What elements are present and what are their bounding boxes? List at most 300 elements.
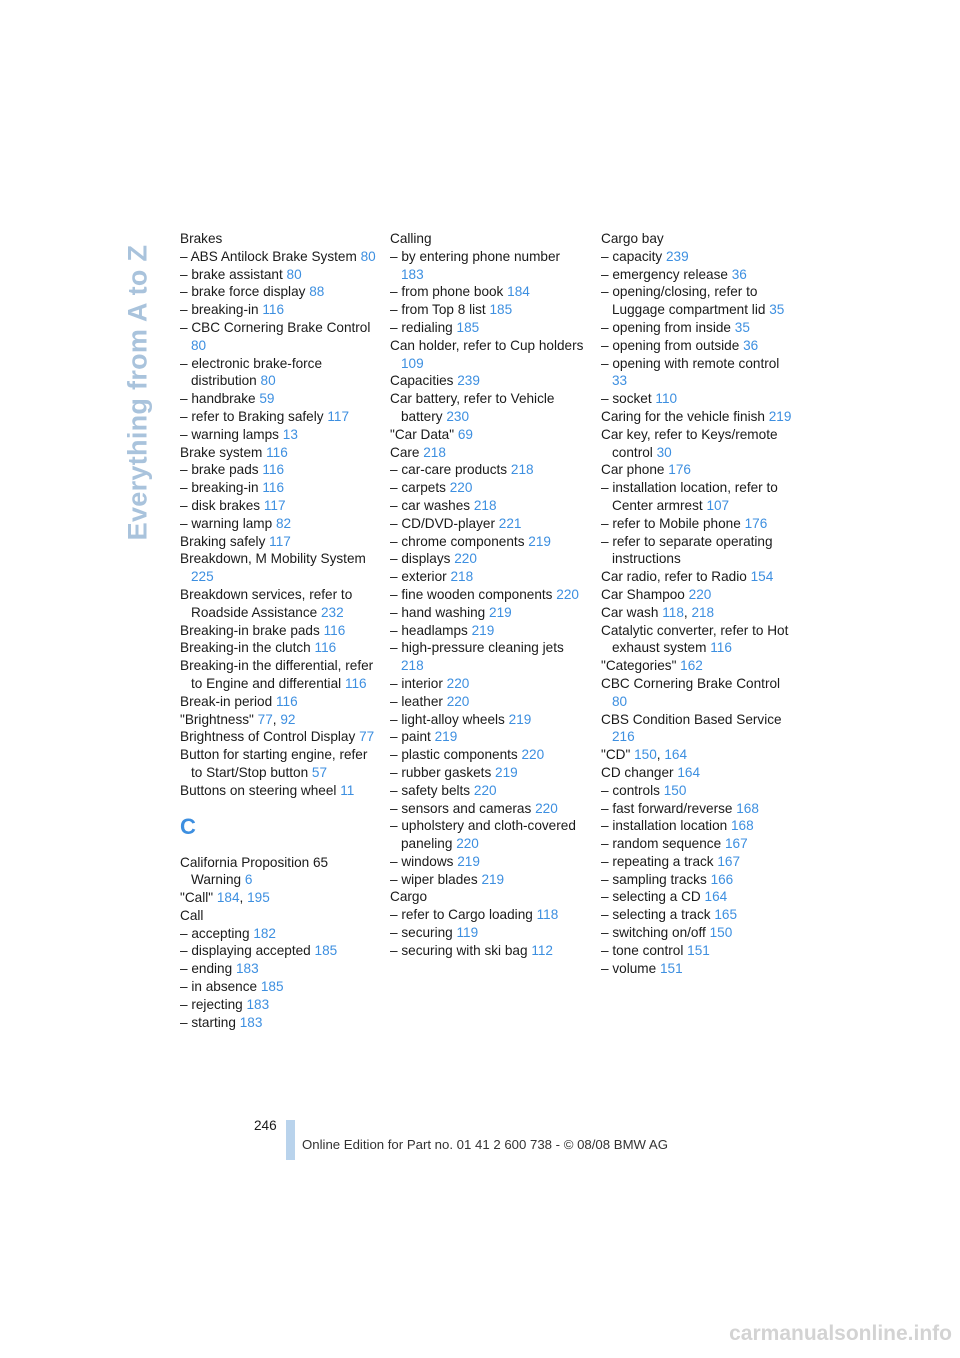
- page-reference-link[interactable]: 151: [687, 942, 710, 958]
- index-entry: [180, 533, 376, 551]
- index-entry-text: – controls: [601, 782, 660, 798]
- index-entry: [390, 906, 586, 924]
- index-entry: [390, 764, 586, 782]
- page-reference-link[interactable]: 164: [704, 889, 728, 905]
- page-reference-link[interactable]: 116: [314, 640, 337, 656]
- index-entry-text: – opening from inside: [601, 319, 731, 335]
- index-entry-text: – opening/closing, refer to Luggage compartment lid: [601, 284, 766, 318]
- index-entry: [601, 657, 797, 675]
- index-entry-text: Can holder, refer to Cup holders: [390, 337, 584, 353]
- index-entry-text: Breaking-in the differential, refer to Engine and differential: [180, 658, 374, 691]
- page-reference-link[interactable]: 116: [262, 302, 285, 318]
- page-reference-link[interactable]: 164: [664, 747, 688, 763]
- index-entry: [180, 319, 376, 355]
- index-entry-text: – displaying accepted: [180, 943, 311, 959]
- index-entry: [390, 817, 586, 853]
- index-entry: [180, 782, 376, 800]
- index-entry: [390, 390, 586, 426]
- index-entry-text: – opening from outside: [601, 337, 740, 353]
- page-reference-link[interactable]: 116: [262, 462, 285, 478]
- index-entry: [601, 800, 797, 818]
- index-entry: [180, 479, 376, 497]
- page-reference-link[interactable]: 218: [423, 444, 446, 460]
- page-reference-link[interactable]: 185: [456, 319, 480, 335]
- page-reference-link[interactable]: 219: [457, 853, 480, 869]
- page-reference-link[interactable]: 118: [536, 907, 559, 923]
- index-entry: [390, 372, 586, 390]
- page-reference-link[interactable]: 220: [446, 693, 470, 709]
- index-entry-text: – switching on/off: [601, 925, 706, 941]
- index-entry-text: "Car Data": [390, 426, 455, 442]
- index-entry: [390, 444, 586, 462]
- index-entry: [180, 355, 376, 391]
- page-reference-link[interactable]: 80: [286, 266, 302, 282]
- index-entry-text: – opening with remote control: [601, 355, 780, 371]
- index-entry-text: Breakdown, M Mobility System: [180, 551, 366, 567]
- index-entry-text: Capacities: [390, 373, 454, 389]
- index-entry-text: – installation location: [601, 818, 728, 834]
- index-entry: [601, 622, 797, 658]
- page-reference-link[interactable]: 168: [736, 800, 759, 816]
- page-reference-link[interactable]: 167: [717, 853, 741, 869]
- page-reference-link[interactable]: 80: [191, 337, 207, 353]
- page-reference-link[interactable]: 117: [269, 533, 291, 549]
- page-reference-link[interactable]: 116: [710, 640, 732, 656]
- index-entry: [601, 586, 797, 604]
- index-entry: [601, 515, 797, 533]
- index-entry-text: – rejecting: [180, 996, 243, 1012]
- index-entry: [390, 550, 586, 568]
- index-entry-text: "Call": [180, 890, 214, 906]
- index-entry-text: – wiper blades: [390, 871, 478, 887]
- index-entry: [601, 266, 797, 284]
- index-entry: [601, 337, 797, 355]
- index-entry-text: – high-pressure cleaning jets: [390, 640, 564, 656]
- page-reference-link[interactable]: 220: [688, 586, 712, 602]
- page-reference-link[interactable]: 150: [709, 925, 733, 941]
- page-reference-link[interactable]: 185: [489, 302, 513, 318]
- page-reference-link[interactable]: 36: [743, 337, 759, 353]
- index-entry: [601, 568, 797, 586]
- index-entry-text: – hand washing: [390, 604, 486, 620]
- index-entry: [390, 497, 586, 515]
- index-entry-text: Breakdown services, refer to Roadside Assistance: [180, 586, 353, 620]
- index-entry: [601, 924, 797, 942]
- page-reference-link[interactable]: 30: [656, 444, 672, 460]
- index-entry: [601, 711, 797, 747]
- index-entry: [601, 782, 797, 800]
- index-entry: [390, 871, 586, 889]
- page-reference-link[interactable]: 167: [724, 836, 748, 852]
- page-reference-link[interactable]: 116: [275, 693, 298, 709]
- page-reference-link[interactable]: 219: [495, 764, 518, 780]
- index-entry-text: CBC Cornering Brake Control: [601, 675, 781, 691]
- watermark: carmanualsonline.info: [729, 1322, 952, 1345]
- index-entry-text: – socket: [601, 391, 652, 407]
- index-entry-text: Car battery, refer to Vehicle battery: [390, 391, 555, 424]
- page-reference-link[interactable]: 112: [531, 942, 553, 958]
- index-entry: [390, 622, 586, 640]
- page-reference-link[interactable]: 219: [489, 604, 512, 620]
- index-entry-text: – carpets: [390, 480, 446, 496]
- index-entry-text: – paint: [390, 729, 431, 745]
- index-entry: [601, 871, 797, 889]
- index-entry: [601, 675, 797, 711]
- page-reference-link[interactable]: 216: [612, 729, 635, 745]
- index-entry: [390, 586, 586, 604]
- index-entry-text: Cargo bay: [601, 231, 664, 246]
- footer-bar: [286, 1120, 295, 1160]
- index-entry: [601, 764, 797, 782]
- page-reference-link[interactable]: 69: [457, 426, 473, 442]
- page-reference-link[interactable]: 232: [320, 604, 344, 620]
- index-entry-text: Braking safely: [180, 533, 266, 549]
- page-reference-link[interactable]: 33: [612, 373, 628, 389]
- index-entry: [180, 657, 376, 693]
- page-reference-link[interactable]: 109: [401, 355, 424, 371]
- index-entry: [180, 230, 376, 248]
- index-column-1: [180, 230, 376, 1031]
- page-reference-link[interactable]: 6: [244, 872, 253, 888]
- index-entry: [390, 782, 586, 800]
- index-entry: [180, 693, 376, 711]
- index-entry: [601, 942, 797, 960]
- index-entry: "Brightness" 77, 92: [180, 711, 296, 727]
- page-reference-link[interactable]: 220: [473, 782, 497, 798]
- index-entry: [180, 622, 376, 640]
- section-letter: C: [180, 813, 196, 839]
- index-entry-text: – handbrake: [180, 391, 256, 407]
- index-entry: [180, 746, 376, 782]
- index-entry: [180, 996, 376, 1014]
- page-reference-link[interactable]: 221: [498, 515, 522, 531]
- index-entry: [180, 728, 376, 746]
- page-reference-link[interactable]: 225: [191, 569, 214, 585]
- index-entry-text: Brake system: [180, 444, 263, 460]
- page-reference-link[interactable]: 116: [344, 675, 367, 691]
- page-reference-link[interactable]: 57: [311, 764, 328, 780]
- page-reference-link[interactable]: 218: [691, 604, 715, 620]
- index-entry: [390, 461, 586, 479]
- index-entry-text: Car radio, refer to Radio: [601, 569, 747, 585]
- index-entry-text: Buttons on steering wheel: [180, 782, 337, 798]
- page-reference-link[interactable]: 77: [359, 729, 375, 745]
- index-entry: [390, 675, 586, 693]
- page-reference-link[interactable]: 183: [235, 961, 259, 977]
- page-reference-link[interactable]: 185: [314, 943, 338, 959]
- index-entry-text: – brake pads: [180, 462, 259, 478]
- page-reference-link[interactable]: 219: [434, 729, 458, 745]
- index-entry-text: Breaking-in brake pads: [180, 622, 320, 638]
- index-entry-text: – sensors and cameras: [390, 800, 532, 816]
- page-reference-link[interactable]: 166: [710, 871, 734, 887]
- page-reference-link[interactable]: 35: [734, 319, 750, 335]
- page-reference-link[interactable]: 117: [263, 497, 286, 513]
- page-reference-link[interactable]: 239: [457, 373, 480, 389]
- index-entry: [180, 301, 376, 319]
- page-reference-link[interactable]: 183: [401, 266, 424, 282]
- index-entry-text: Car phone: [601, 462, 665, 478]
- index-entry: [601, 248, 797, 266]
- index-entry-text: CD changer: [601, 764, 674, 780]
- page-reference-link[interactable]: 82: [275, 515, 292, 531]
- index-entry: [180, 283, 376, 301]
- page-reference-link[interactable]: 150: [663, 782, 687, 798]
- index-entry: [180, 960, 376, 978]
- index-entry-text: – refer to separate operating instructions: [601, 533, 773, 567]
- page-reference-link[interactable]: 184: [216, 890, 240, 906]
- index-entry: [390, 942, 586, 960]
- index-entry-text: – sampling tracks: [601, 871, 707, 887]
- page-reference-link[interactable]: 92: [280, 711, 296, 727]
- index-entry: "CD" 150, 164: [601, 747, 688, 763]
- index-entry-text: Break-in period: [180, 693, 273, 709]
- page-reference-link[interactable]: 80: [360, 248, 376, 264]
- index-entry-text: – car-care products: [390, 462, 508, 478]
- index-entry-text: – capacity: [601, 248, 663, 264]
- index-entry: [601, 479, 797, 515]
- index-entry-text: – from Top 8 list: [390, 302, 486, 318]
- index-entry-text: – random sequence: [601, 836, 722, 852]
- index-entry: "Call" 184, 195: [180, 890, 270, 906]
- index-entry-text: – safety belts: [390, 782, 471, 798]
- index-entry: [390, 319, 586, 337]
- page-reference-link[interactable]: 183: [239, 1014, 263, 1030]
- index-entry-text: Calling: [390, 231, 432, 246]
- index-entry: [390, 924, 586, 942]
- index-entry-text: – repeating a track: [601, 853, 714, 869]
- index-entry-text: – securing with ski bag: [390, 942, 528, 958]
- index-entry: [601, 408, 797, 426]
- page-reference-link[interactable]: 80: [612, 693, 628, 709]
- index-entry: [180, 426, 376, 444]
- index-entry-text: – windows: [390, 853, 454, 869]
- index-entry: [601, 390, 797, 408]
- page-reference-link[interactable]: 219: [768, 408, 792, 424]
- page-reference-link[interactable]: 195: [247, 890, 270, 906]
- index-entry-text: Button for starting engine, refer to Start/Stop button: [180, 747, 368, 780]
- page-reference-link[interactable]: 151: [659, 960, 683, 976]
- index-entry-text: – light-alloy wheels: [390, 711, 505, 727]
- index-entry-text: – ending: [180, 961, 233, 977]
- index-entry-text: – redialing: [390, 319, 453, 335]
- index-entry-text: Car wash: [601, 604, 659, 620]
- index-entry: [601, 817, 797, 835]
- index-entry-text: – exterior: [390, 569, 447, 585]
- page-reference-link[interactable]: 116: [262, 480, 285, 496]
- footer-text: Online Edition for Part no. 01 41 2 600 738 - © 08/08 BMW AG: [302, 1137, 668, 1152]
- index-entry-text: – interior: [390, 675, 443, 691]
- index-column-3: [601, 230, 797, 977]
- index-entry: [180, 390, 376, 408]
- index-entry-text: – starting: [180, 1014, 236, 1030]
- page-reference-link[interactable]: 59: [259, 391, 275, 407]
- page-reference-link[interactable]: 220: [449, 480, 473, 496]
- index-entry: [390, 888, 586, 906]
- index-entry: [180, 978, 376, 996]
- page-reference-link[interactable]: 218: [450, 569, 474, 585]
- index-entry-text: "Brightness": [180, 711, 254, 727]
- index-entry-text: – leather: [390, 693, 443, 709]
- index-entry: [390, 533, 586, 551]
- page-reference-link[interactable]: 116: [266, 444, 288, 460]
- page-reference-link[interactable]: 220: [454, 551, 477, 567]
- page-reference-link[interactable]: 239: [666, 248, 689, 264]
- index-entry-text: – selecting a track: [601, 907, 711, 923]
- page-reference-link[interactable]: 80: [260, 373, 276, 389]
- index-entry-text: – displays: [390, 551, 451, 567]
- index-entry-text: Catalytic converter, refer to Hot exhaust system: [601, 622, 789, 656]
- index-entry-text: – fine wooden components: [390, 586, 553, 602]
- page-reference-link[interactable]: 230: [446, 408, 470, 424]
- index-entry: Car wash 118, 218: [601, 604, 715, 620]
- index-entry: [180, 248, 376, 266]
- index-entry-text: – electronic brake-force distribution: [180, 355, 323, 389]
- page-reference-link[interactable]: 220: [521, 747, 545, 763]
- page-reference-link[interactable]: 117: [327, 408, 350, 424]
- index-entry: [601, 906, 797, 924]
- page-reference-link[interactable]: 220: [446, 675, 470, 691]
- index-entry: [601, 960, 797, 978]
- index-entry-text: – chrome components: [390, 533, 525, 549]
- page-number: 246: [254, 1118, 277, 1133]
- index-entry: [390, 301, 586, 319]
- index-entry: [601, 283, 797, 319]
- page-reference-link[interactable]: 118: [662, 604, 684, 620]
- index-entry-text: – refer to Mobile phone: [601, 515, 741, 531]
- index-entry-text: – tone control: [601, 942, 684, 958]
- index-entry: [390, 746, 586, 764]
- index-entry: [180, 550, 376, 586]
- page-reference-link[interactable]: 176: [668, 462, 691, 478]
- index-entry: [601, 426, 797, 462]
- index-entry-text: – in absence: [180, 979, 258, 995]
- index-entry-text: – installation location, refer to Center armrest: [601, 480, 778, 513]
- index-entry-text: – brake assistant: [180, 266, 283, 282]
- page-reference-link[interactable]: 168: [730, 818, 754, 834]
- page-reference-link[interactable]: 218: [401, 658, 424, 674]
- index-entry-text: Brightness of Control Display: [180, 729, 356, 745]
- index-entry: [180, 515, 376, 533]
- index-entry-text: "CD": [601, 747, 631, 763]
- index-entry: [390, 693, 586, 711]
- index-entry-text: Care: [390, 444, 420, 460]
- index-entry-text: – brake force display: [180, 284, 306, 300]
- index-entry: [601, 835, 797, 853]
- index-entry-text: – breaking-in: [180, 302, 259, 318]
- index-entry: [390, 711, 586, 729]
- index-entry: [180, 925, 376, 943]
- page-reference-link[interactable]: 220: [556, 586, 579, 602]
- page-reference-link[interactable]: 184: [507, 284, 530, 300]
- index-entry: [601, 461, 797, 479]
- page-reference-link[interactable]: 13: [282, 426, 298, 442]
- index-entry: [180, 461, 376, 479]
- index-entry-text: – refer to Braking safely: [180, 408, 324, 424]
- index-entry: [180, 1014, 376, 1032]
- index-entry-text: – rubber gaskets: [390, 764, 492, 780]
- page-reference-link[interactable]: 165: [714, 907, 738, 923]
- page-reference-link[interactable]: 116: [323, 622, 346, 638]
- page-reference-link[interactable]: 36: [731, 266, 747, 282]
- index-entry: [390, 248, 586, 284]
- index-entry-text: – upholstery and cloth-covered paneling: [390, 818, 576, 852]
- page-reference-link[interactable]: 176: [744, 515, 768, 531]
- page-reference-link[interactable]: 162: [680, 658, 703, 674]
- index-entry: [601, 888, 797, 906]
- page-reference-link[interactable]: 119: [456, 925, 479, 941]
- page-reference-link[interactable]: 219: [528, 533, 551, 549]
- page-reference-link[interactable]: 220: [456, 836, 479, 852]
- index-entry: [601, 319, 797, 337]
- index-entry: [390, 800, 586, 818]
- page-reference-link[interactable]: 220: [535, 800, 558, 816]
- index-column-2: [390, 230, 586, 960]
- index-entry: [180, 408, 376, 426]
- index-entry-text: – refer to Cargo loading: [390, 907, 533, 923]
- index-entry-text: – warning lamp: [180, 515, 273, 531]
- page-reference-link[interactable]: 218: [510, 462, 534, 478]
- page-reference-link[interactable]: 183: [246, 996, 270, 1012]
- index-entry: [601, 355, 797, 391]
- page-reference-link[interactable]: 182: [253, 925, 276, 941]
- index-entry: [390, 337, 586, 373]
- index-entry: [390, 426, 586, 444]
- index-entry: [601, 533, 797, 569]
- index-entry: [390, 568, 586, 586]
- page-reference-link[interactable]: 110: [655, 391, 678, 407]
- page-reference-link[interactable]: 219: [481, 871, 505, 887]
- index-entry-text: California Proposition 65 Warning: [180, 854, 329, 888]
- page-reference-link[interactable]: 154: [750, 569, 774, 585]
- page-reference-link[interactable]: 185: [260, 979, 284, 995]
- index-entry-text: – selecting a CD: [601, 889, 701, 905]
- index-entry: [390, 283, 586, 301]
- index-entry-text: Brakes: [180, 231, 223, 246]
- page-reference-link[interactable]: 164: [677, 764, 701, 780]
- page-reference-link[interactable]: 219: [471, 622, 495, 638]
- index-entry-text: – CBC Cornering Brake Control: [180, 319, 371, 335]
- index-entry-text: Caring for the vehicle finish: [601, 408, 765, 424]
- index-entry-text: "Categories": [601, 658, 677, 674]
- index-entry-text: – breaking-in: [180, 480, 259, 496]
- index-entry: [180, 586, 376, 622]
- index-entry-text: – plastic components: [390, 747, 518, 763]
- index-entry-text: – ABS Antilock Brake System: [180, 248, 357, 264]
- index-entry-text: – from phone book: [390, 284, 504, 300]
- side-title: [124, 230, 152, 555]
- index-entry-text: – warning lamps: [180, 426, 279, 442]
- index-entry-text: – securing: [390, 925, 453, 941]
- page-reference-link[interactable]: 219: [508, 711, 532, 727]
- index-entry: [601, 230, 797, 248]
- page-reference-link[interactable]: 88: [309, 284, 325, 300]
- index-entry: [390, 853, 586, 871]
- page-reference-link[interactable]: 77: [257, 711, 273, 727]
- page-reference-link[interactable]: 35: [769, 302, 785, 318]
- index-entry: [180, 942, 376, 960]
- index-entry-text: – disk brakes: [180, 497, 261, 513]
- index-entry: [180, 266, 376, 284]
- page-reference-link[interactable]: 107: [706, 497, 730, 513]
- side-title-text: Everything from A to Z: [122, 244, 153, 541]
- index-entry-text: – CD/DVD-player: [390, 515, 495, 531]
- index-entry-text: Call: [180, 907, 204, 923]
- page-reference-link[interactable]: 11: [340, 782, 355, 798]
- page-reference-link[interactable]: 150: [634, 747, 657, 763]
- index-entry: [601, 853, 797, 871]
- page-reference-link[interactable]: 218: [473, 497, 497, 513]
